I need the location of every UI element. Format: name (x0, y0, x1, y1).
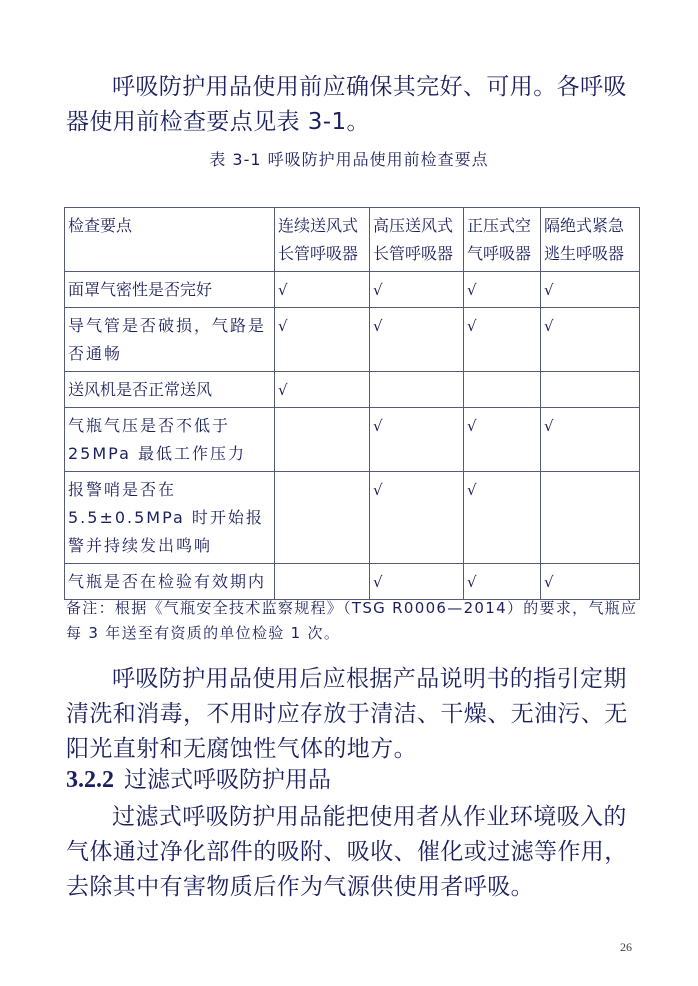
row-label-cell: 面罩气密性是否完好 (65, 272, 275, 308)
row-label-cell: 送风机是否正常送风 (65, 372, 275, 408)
check-cell: √ (370, 564, 464, 600)
page-number: 26 (620, 940, 632, 954)
check-cell: √ (541, 564, 640, 600)
table-row (65, 372, 640, 408)
check-cell: √ (370, 272, 464, 308)
inspection-table (64, 207, 640, 600)
table-row (65, 272, 640, 308)
table-row (65, 564, 640, 600)
intro-paragraph: 呼吸防护用品使用前应确保其完好、可用。各呼吸器使用前检查要点见表 3-1。 (66, 74, 627, 135)
table-note: 备注：根据《气瓶安全技术监察规程》（TSG R0006—2014）的要求，气瓶应每 3 年送至有资质的单位检验 1 次。 (66, 599, 638, 642)
check-cell: √ (464, 408, 541, 472)
row-label-cell: 气瓶气压是否不低于25MPa 最低工作压力 (65, 408, 275, 472)
check-cell: √ (275, 308, 370, 372)
row-label-cell: 报警哨是否在 5.5±0.5MPa 时开始报警并持续发出鸣响 (65, 472, 275, 564)
header-cell: 高压送风式长管呼吸器 (370, 208, 464, 272)
check-cell: √ (275, 272, 370, 308)
check-cell (464, 372, 541, 408)
section-number: 3.2.2 (66, 767, 114, 793)
header-cell: 隔绝式紧急逃生呼吸器 (541, 208, 640, 272)
row-label-cell: 气瓶是否在检验有效期内 (65, 564, 275, 600)
check-cell: √ (464, 564, 541, 600)
header-cell: 连续送风式长管呼吸器 (275, 208, 370, 272)
maintenance-paragraph: 呼吸防护用品使用后应根据产品说明书的指引定期清洗和消毒，不用时应存放于清洁、干燥、无油污、无阳光直射和无腐蚀性气体的地方。 (66, 666, 628, 762)
row-label-cell: 导气管是否破损，气路是否通畅 (65, 308, 275, 372)
header-cell: 检查要点 (65, 208, 275, 272)
check-cell: √ (275, 372, 370, 408)
table-row (65, 408, 640, 472)
check-cell: √ (464, 308, 541, 372)
check-cell (275, 472, 370, 564)
check-cell: √ (541, 308, 640, 372)
check-cell: √ (370, 308, 464, 372)
table-row (65, 472, 640, 564)
section-title: 过滤式呼吸防护用品 (124, 767, 331, 793)
table-header-row (65, 208, 640, 272)
check-cell (541, 372, 640, 408)
check-cell (275, 408, 370, 472)
table-row (65, 308, 640, 372)
check-cell: √ (541, 408, 640, 472)
header-cell: 正压式空气呼吸器 (464, 208, 541, 272)
check-cell: √ (370, 472, 464, 564)
check-cell: √ (464, 272, 541, 308)
check-cell: √ (370, 408, 464, 472)
check-cell (370, 372, 464, 408)
check-cell: √ (541, 272, 640, 308)
check-cell (275, 564, 370, 600)
check-cell (541, 472, 640, 564)
section-heading (66, 764, 331, 796)
table-caption: 表 3-1 呼吸防护用品使用前检查要点 (209, 150, 489, 169)
filter-paragraph: 过滤式呼吸防护用品能把使用者从作业环境吸入的气体通过净化部件的吸附、吸收、催化或过滤等作用，去除其中有害物质后作为气源供使用者呼吸。 (66, 804, 628, 900)
check-cell: √ (464, 472, 541, 564)
